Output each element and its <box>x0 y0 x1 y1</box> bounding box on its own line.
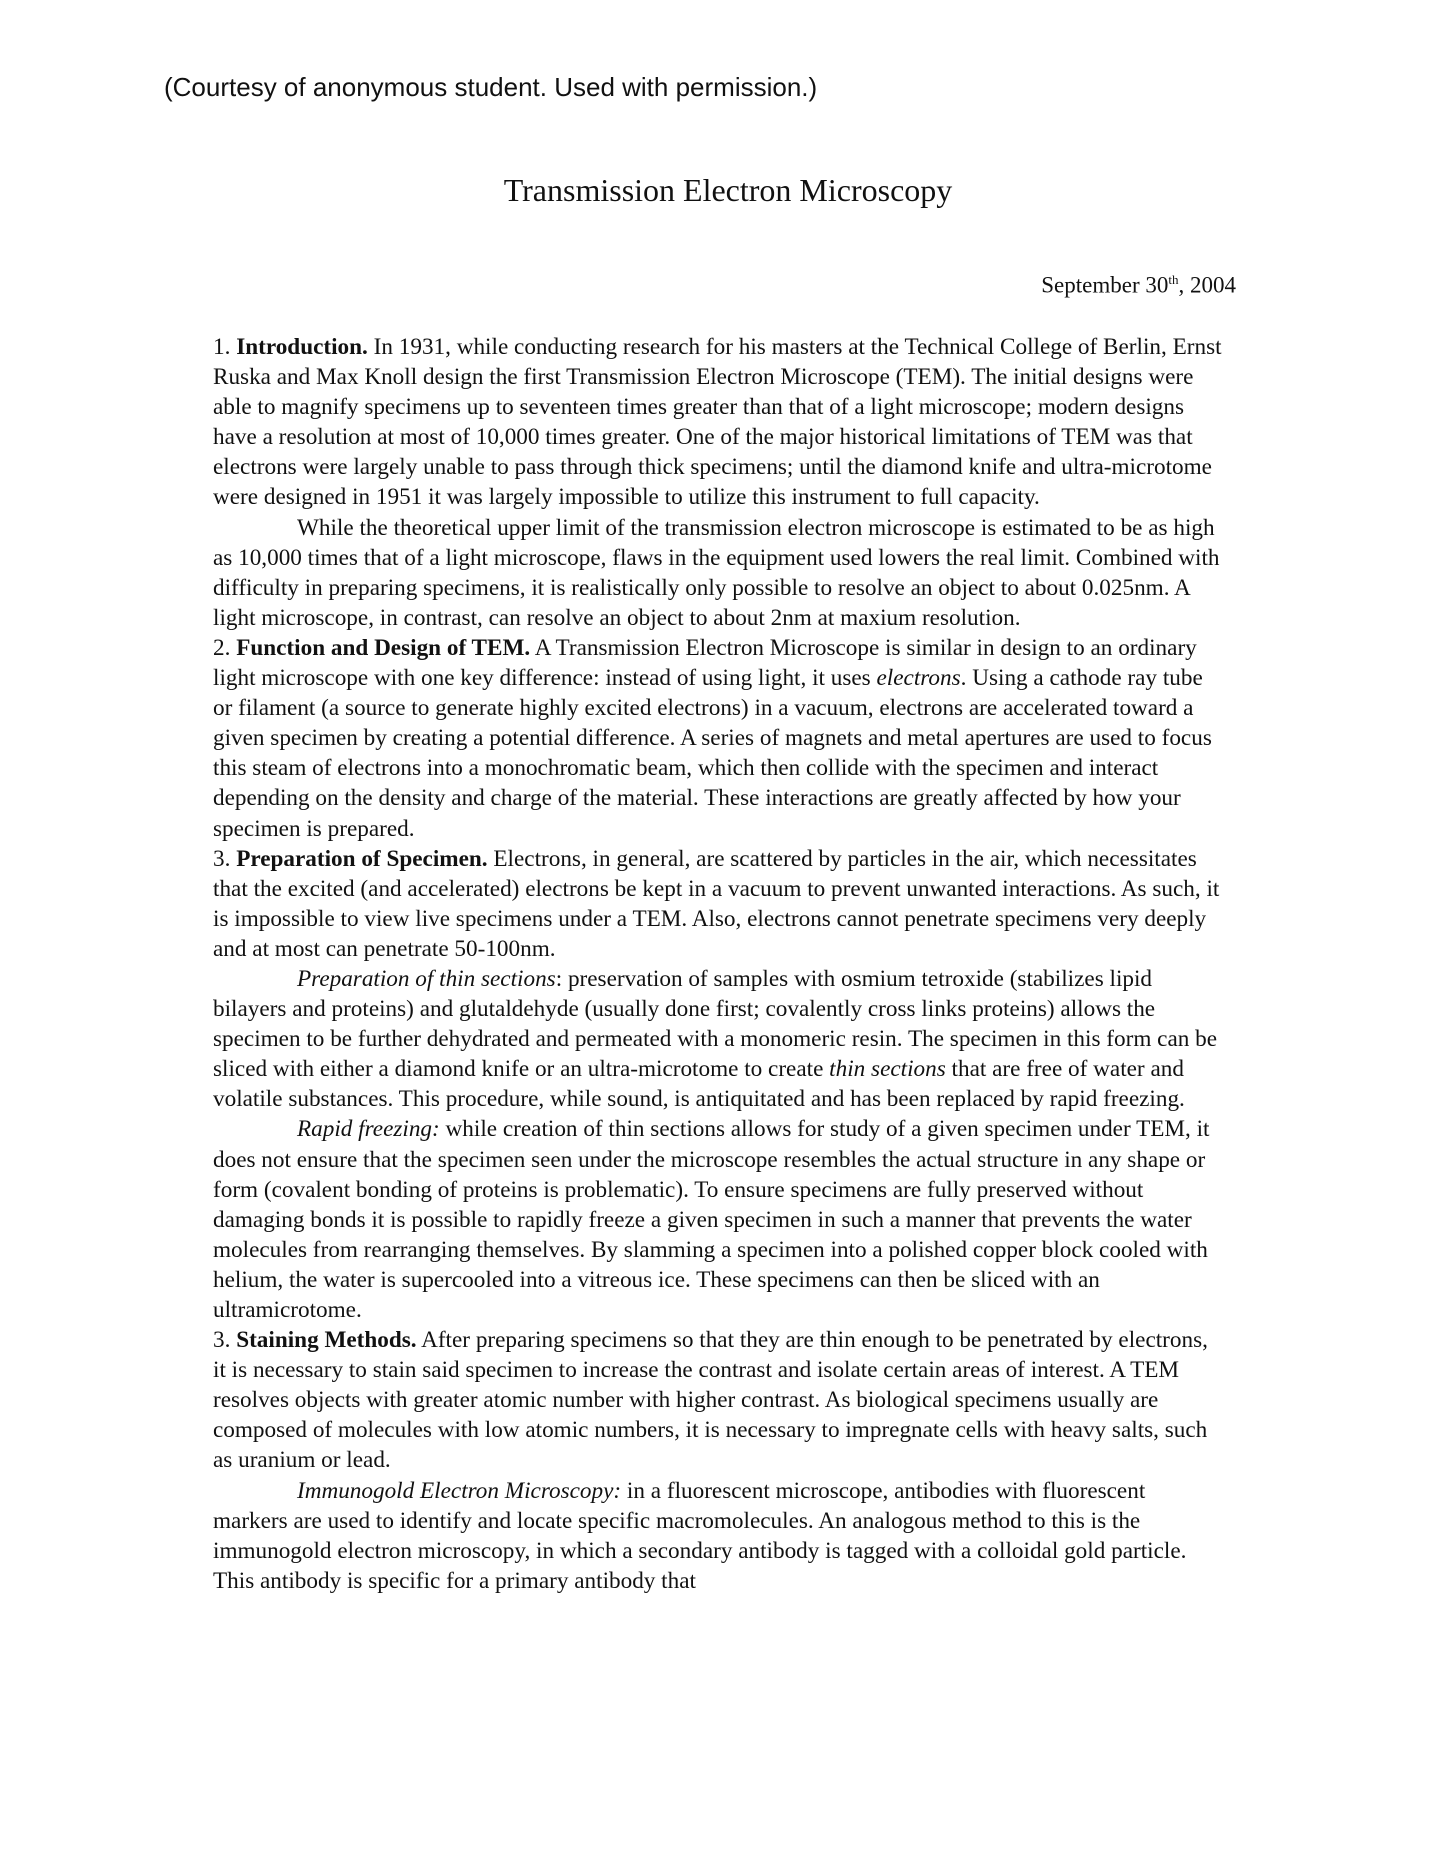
function-text-a: A Transmission Electron Microscope is similar in design to an ordinary light microscope with one key difference: instead of using light, it uses <box>213 634 1197 692</box>
thin-sections-text-b: that are free of water and volatile substances. This procedure, while sound, is antiquitated and has been replaced by rapid freezing. <box>213 1056 1185 1113</box>
staining-paragraph <box>213 1325 1223 1475</box>
date-ordinal: th <box>1168 272 1179 287</box>
section-heading-introduction: Introduction. <box>236 334 368 360</box>
section-heading-staining: Staining Methods. <box>236 1327 417 1354</box>
rapid-freezing-text: while creation of thin sections allows for study of a given specimen under TEM, it does not ensure that the specimen seen under the microscope resembles the actual structure in any shape or form (covalent bonding of proteins is problematic). To ensure specimens are fully preserved without damaging bonds it is possible to rapidly freeze a given specimen in such a manner that prevents the water molecules from rearranging themselves. By slamming a specimen into a polished copper block cooled with helium, the water is supercooled into a vitreous ice. These specimens can then be sliced with an ultramicrotome. <box>213 1116 1210 1323</box>
function-text-b: . Using a cathode ray tube or filament (a source to generate highly excited electrons) in a vacuum, electrons are accelerated toward a given specimen by creating a potential difference. A series of magnets and metal apertures are used to focus this steam of electrons into a monochromatic beam, which then collide with the specimen and interact depending on the density and charge of the material. These interactions are greatly affected by how your specimen is prepared. <box>213 665 1212 842</box>
section-number: 3. <box>213 1327 237 1354</box>
immunogold-paragraph <box>213 1476 1223 1596</box>
section-number: 3. <box>213 845 237 872</box>
intro-paragraph-2: While the theoretical upper limit of the transmission electron microscope is estimated to be as high as 10,000 times that of a light microscope, flaws in the equipment used lowers the real limit. Combined with difficulty in preparing specimens, it is realistically only possible to resolve an object to about 0.025nm. A light microscope, in contrast, can resolve an object to about 2nm at maxium resolution. <box>213 514 1220 631</box>
section-heading-function: Function and Design of TEM. <box>236 634 531 661</box>
preparation-paragraph <box>213 844 1223 964</box>
function-italic: electrons <box>876 665 961 692</box>
function-paragraph <box>213 633 1223 844</box>
thin-sections-term: Preparation of thin sections <box>297 965 556 992</box>
date-year: , 2004 <box>1178 272 1236 298</box>
document-date <box>1041 272 1236 299</box>
immunogold-term: Immunogold Electron Microscopy: <box>297 1477 622 1504</box>
staining-text: After preparing specimens so that they are thin enough to be penetrated by electrons, it is necessary to stain said specimen to increase the contrast and isolate certain areas of interest. A TEM resolves objects with greater atomic number with higher contrast. As biological specimens usually are composed of molecules with low atomic numbers, it is necessary to impregnate cells with heavy salts, such as uranium or lead. <box>213 1327 1208 1474</box>
rapid-freezing-term: Rapid freezing: <box>297 1116 440 1143</box>
preparation-text: Electrons, in general, are scattered by particles in the air, which necessitates that the excited (and accelerated) electrons be kept in a vacuum to prevent unwanted interactions. As such, it is impossible to view live specimens under a TEM. Also, electrons cannot penetrate specimens very deeply and at most can penetrate 50-100nm. <box>213 845 1220 962</box>
document-title: Transmission Electron Microscopy <box>503 172 953 208</box>
courtesy-note: (Courtesy of anonymous student. Used with permission.) <box>164 72 818 102</box>
document-body <box>213 332 1223 1596</box>
section-number: 2. <box>213 634 237 661</box>
intro-paragraph <box>213 332 1223 513</box>
section-number: 1. <box>213 334 237 360</box>
thin-sections-text-a: : preservation of samples with osmium tetroxide (stabilizes lipid bilayers and proteins) and glutaldehyde (usually done first; covalently cross links proteins) allows the specimen to be further dehydrated and permeated with a monomeric resin. The specimen in this form can be sliced with either a diamond knife or an ultra-microtome to create <box>213 965 1218 1083</box>
thin-sections-paragraph <box>213 964 1223 1114</box>
thin-sections-term-2: thin sections <box>829 1056 946 1083</box>
section-heading-preparation: Preparation of Specimen. <box>236 845 488 872</box>
intro-text: In 1931, while conducting research for his masters at the Technical College of Berlin, Ernst Ruska and Max Knoll design the first Transmission Electron Microscope (TEM). The initial designs were able to magnify specimens up to seventeen times greater than that of a light microscope; modern designs have a resolution at most of 10,000 times greater. One of the major historical limitations of TEM was that electrons were largely unable to pass through thick specimens; until the diamond knife and ultra-microtome were designed in 1951 it was largely impossible to utilize this instrument to full capacity. <box>213 334 1222 511</box>
rapid-freezing-paragraph <box>213 1114 1223 1325</box>
immunogold-text: in a fluorescent microscope, antibodies with fluorescent markers are used to identify and locate specific macromolecules. An analogous method to this is the immunogold electron microscopy, in which a secondary antibody is tagged with a colloidal gold particle. This antibody is specific for a primary antibody that <box>213 1477 1187 1594</box>
date-day: September 30 <box>1041 272 1169 298</box>
